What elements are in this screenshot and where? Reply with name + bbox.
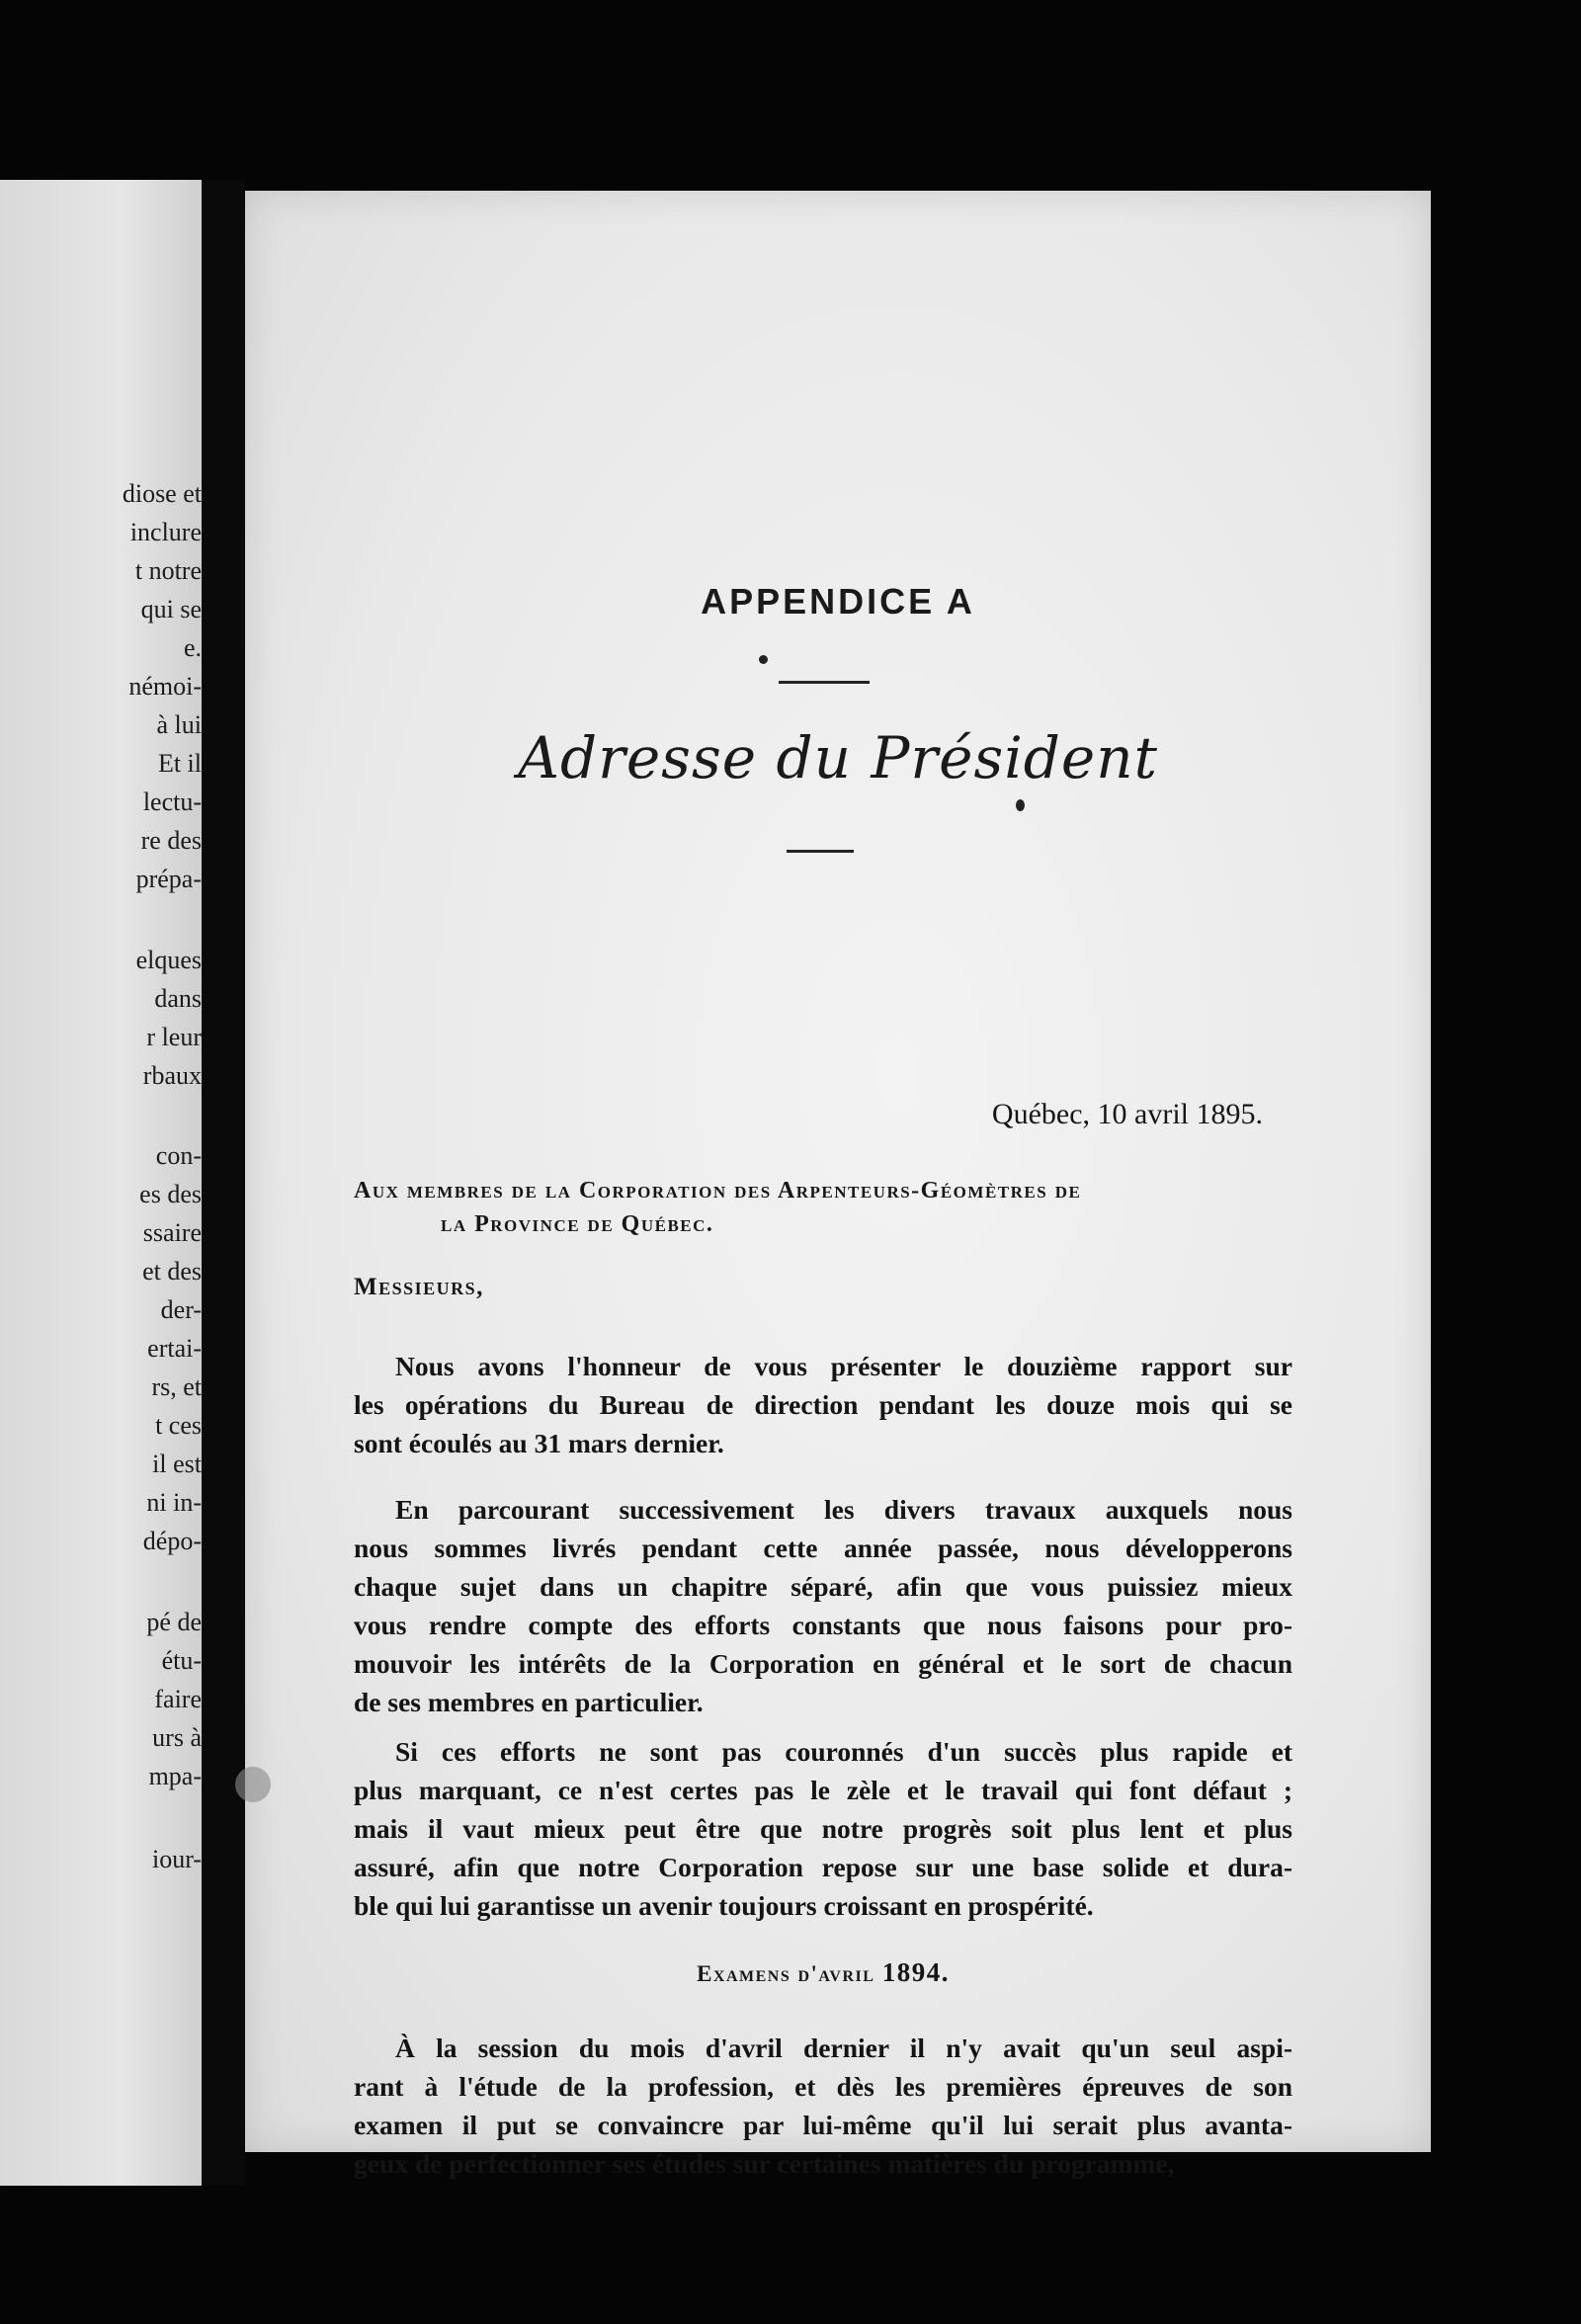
addressee [354,1174,1302,1241]
left-page-fragment: inclure [129,518,202,546]
text-line: mouvoir les intérêts de la Corporation en général et le sort de chacun [354,1648,1292,1679]
left-page-fragment: étu- [161,1646,202,1675]
text-line: sont écoulés au 31 mars dernier. [354,1428,724,1458]
left-page-fragment: urs à [152,1723,202,1752]
left-page-fragment: t notre [134,556,202,585]
left-page-fragment: faire [154,1685,202,1713]
left-page-fragment: rbaux [142,1061,202,1090]
paragraph-1 [354,1347,1292,1462]
left-page-fragment: némoi- [128,672,202,701]
text-line: assuré, afin que notre Corporation repose sur une base solide et dura- [354,1852,1292,1882]
text-line: plus marquant, ce n'est certes pas le zèle et le travail qui font défaut ; [354,1775,1292,1805]
text-line: chaque sujet dans un chapitre séparé, afin que vous puissiez mieux [354,1571,1292,1602]
left-page-fragment: ssaire [142,1218,202,1247]
text-line: ble qui lui garantisse un avenir toujours croissant en prospérité. [354,1890,1094,1921]
left-page-fragment: diose et [122,479,202,508]
left-page-fragment: dans [154,984,202,1013]
paragraph-4 [354,2029,1292,2183]
left-page-fragment: Et il [157,749,202,778]
left-page-fragment: il est [152,1450,202,1478]
left-page-fragment: r leur [146,1023,202,1051]
left-page-fragment: pé de [146,1608,202,1636]
left-page-fragment: mpa- [148,1762,202,1790]
document-page [245,191,1431,2179]
previous-page-strip [0,180,202,2186]
section-heading-year: 1894. [881,1957,950,1987]
left-page-fragment: iour- [151,1845,202,1873]
left-page-fragment: ni in- [146,1488,202,1517]
left-page-fragment: t ces [155,1411,202,1440]
text-line: mais il vaut mieux peut être que notre progrès soit plus lent et plus [354,1813,1292,1844]
section-heading [354,1957,1292,1988]
left-page-fragment: re des [140,826,202,855]
paragraph-2 [354,1490,1292,1721]
section-heading-label: Examens d'avril [697,1961,875,1986]
dust-speck [1016,799,1025,811]
text-line: nous sommes livrés pendant cette année passée, nous développerons [354,1533,1292,1563]
left-page-fragment: der- [160,1295,202,1324]
addressee-line-1: Aux membres de la Corporation des Arpenteurs-Géomètres de [354,1178,1082,1204]
text-line: Si ces efforts ne sont pas couronnés d'un succès plus rapide et [395,1736,1292,1767]
left-page-fragment: rs, et [151,1372,202,1401]
text-line: de ses membres en particulier. [354,1687,704,1717]
text-line: Nous avons l'honneur de vous présenter le douzième rapport sur [395,1351,1292,1381]
left-page-fragment: et des [142,1257,202,1286]
left-page-fragment: con- [155,1141,202,1170]
left-page-fragment: es des [139,1180,202,1208]
title-rule-top [779,681,870,684]
text-line: examen il put se convaincre par lui-même qu'il lui serait plus avanta- [354,2110,1292,2140]
text-line: les opérations du Bureau de direction pendant les douze mois qui se [354,1389,1292,1420]
book-gutter [202,180,245,2186]
left-page-fragment: ertai- [147,1334,202,1363]
left-page-fragment: e. [183,633,202,662]
text-line: rant à l'étude de la profession, et dès les premières épreuves de son [354,2071,1292,2102]
salutation: Messieurs, [354,1274,484,1300]
left-page-fragment: qui se [140,595,202,623]
left-page-fragment: prépa- [135,865,202,893]
left-page-fragment: dépo- [142,1527,202,1555]
left-page-fragment: à lui [156,710,202,739]
main-title: Adresse du Président [518,724,1158,791]
addressee-line-2: la Province de Québec. [441,1211,714,1237]
left-page-fragment: lectu- [142,788,202,816]
paragraph-3 [354,1732,1292,1925]
dust-speck [759,655,768,664]
text-line: À la session du mois d'avril dernier il n'y avait qu'un seul aspi- [395,2033,1292,2063]
appendix-title: APPENDICE A [701,581,975,622]
text-line: vous rendre compte des efforts constants que nous faisons pour pro- [354,1610,1292,1640]
left-page-fragment: elques [135,946,202,974]
dateline: Québec, 10 avril 1895. [991,1098,1263,1130]
dust-speck [235,1767,271,1802]
text-line: En parcourant successivement les divers travaux auxquels nous [395,1494,1292,1525]
text-line: geux de perfectionner ses études sur certaines matières du programme, [354,2148,1175,2179]
title-rule-bottom [787,850,854,853]
